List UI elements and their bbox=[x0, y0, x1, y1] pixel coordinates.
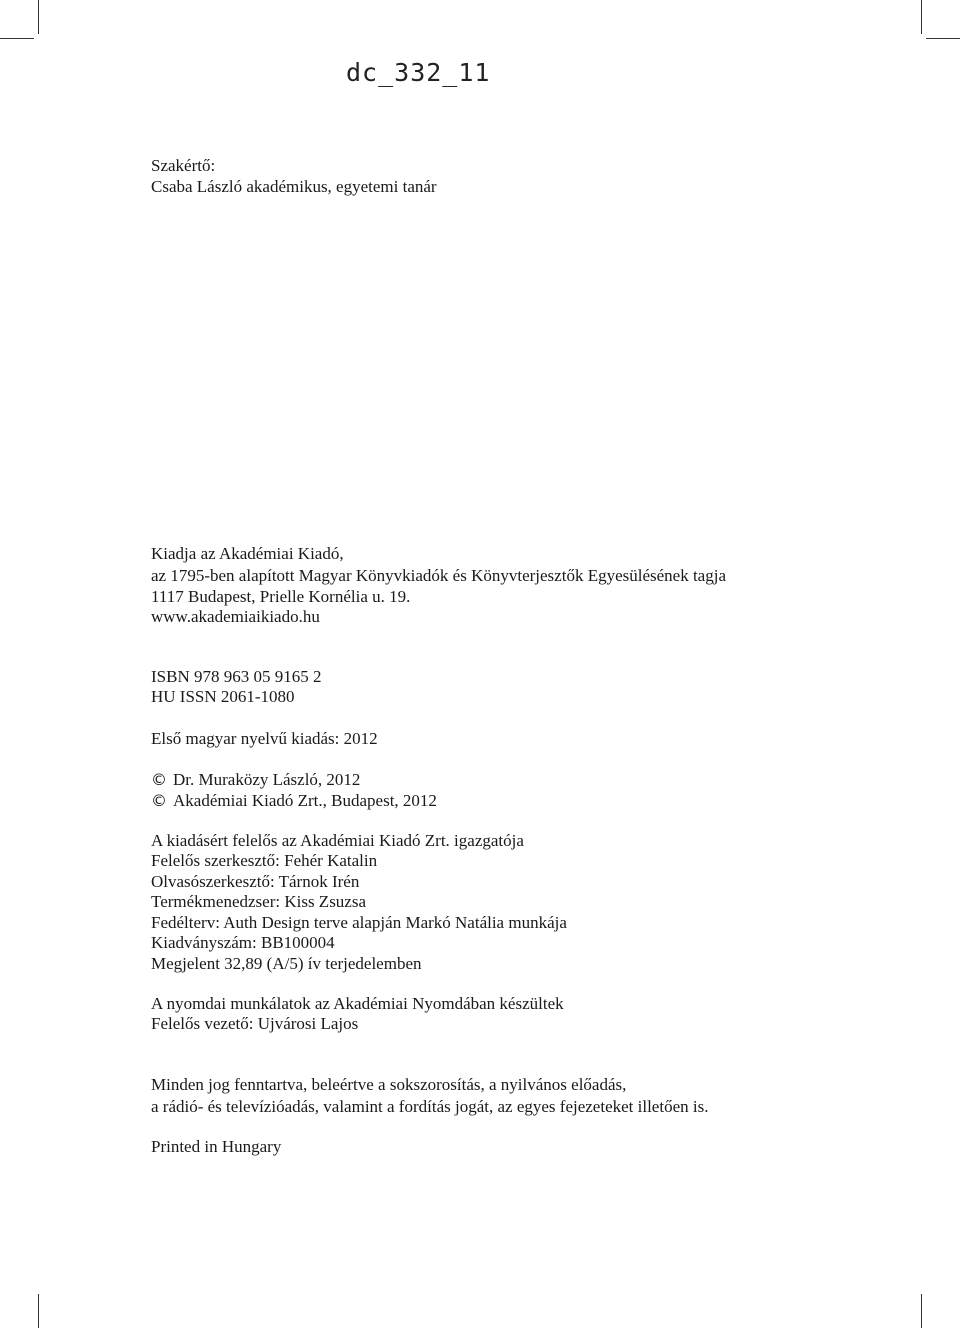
crop-mark-bottom-right-vertical bbox=[921, 1294, 922, 1328]
crop-mark-bottom-left-vertical bbox=[38, 1294, 39, 1328]
credit-line: Megjelent 32,89 (A/5) ív terjedelemben bbox=[151, 954, 422, 973]
publisher-website: www.akademiaikiado.hu bbox=[151, 607, 320, 626]
credit-line: Kiadványszám: BB100004 bbox=[151, 933, 335, 952]
crop-mark-top-left-vertical bbox=[38, 0, 39, 34]
crop-mark-top-left-horizontal bbox=[0, 38, 34, 39]
printing-line: Felelős vezető: Ujvárosi Lajos bbox=[151, 1014, 359, 1033]
expert-name: Csaba László akadémikus, egyetemi tanár bbox=[151, 177, 437, 196]
isbn: ISBN 978 963 05 9165 2 bbox=[151, 667, 322, 686]
printing-line: A nyomdai munkálatok az Akadémiai Nyomdában készültek bbox=[151, 994, 564, 1013]
rights-line: Minden jog fenntartva, beleértve a sokszorosítás, a nyilvános előadás, bbox=[151, 1075, 627, 1094]
issn: HU ISSN 2061-1080 bbox=[151, 687, 295, 706]
rights-line: a rádió- és televízióadás, valamint a fordítás jogát, az egyes fejezeteket illetően is. bbox=[151, 1097, 709, 1116]
publisher-line-2: az 1795-ben alapított Magyar Könyvkiadók és Könyvterjesztők Egyesülésének tagja bbox=[151, 566, 726, 585]
copyright-publisher-text: Akadémiai Kiadó Zrt., Budapest, 2012 bbox=[173, 791, 437, 810]
expert-label: Szakértő: bbox=[151, 156, 216, 175]
credit-line: A kiadásért felelős az Akadémiai Kiadó Zrt. igazgatója bbox=[151, 831, 524, 850]
publisher-address: 1117 Budapest, Prielle Kornélia u. 19. bbox=[151, 587, 411, 606]
copyright-publisher bbox=[151, 790, 437, 811]
document-id: dc_332_11 bbox=[346, 58, 491, 87]
copyright-author-text: Dr. Muraközy László, 2012 bbox=[173, 770, 361, 789]
copyright-icon: © bbox=[151, 791, 167, 810]
publisher-line-1: Kiadja az Akadémiai Kiadó, bbox=[151, 544, 344, 563]
credit-line: Fedélterv: Auth Design terve alapján Markó Natália munkája bbox=[151, 913, 567, 932]
credit-line: Olvasószerkesztő: Tárnok Irén bbox=[151, 872, 360, 891]
copyright-author bbox=[151, 769, 360, 790]
credit-line: Termékmenedzser: Kiss Zsuzsa bbox=[151, 892, 367, 911]
credit-line: Felelős szerkesztő: Fehér Katalin bbox=[151, 851, 378, 870]
first-edition: Első magyar nyelvű kiadás: 2012 bbox=[151, 729, 378, 748]
crop-mark-top-right-vertical bbox=[921, 0, 922, 34]
printed-in: Printed in Hungary bbox=[151, 1137, 282, 1156]
copyright-icon: © bbox=[151, 770, 167, 789]
crop-mark-top-right-horizontal bbox=[926, 38, 960, 39]
